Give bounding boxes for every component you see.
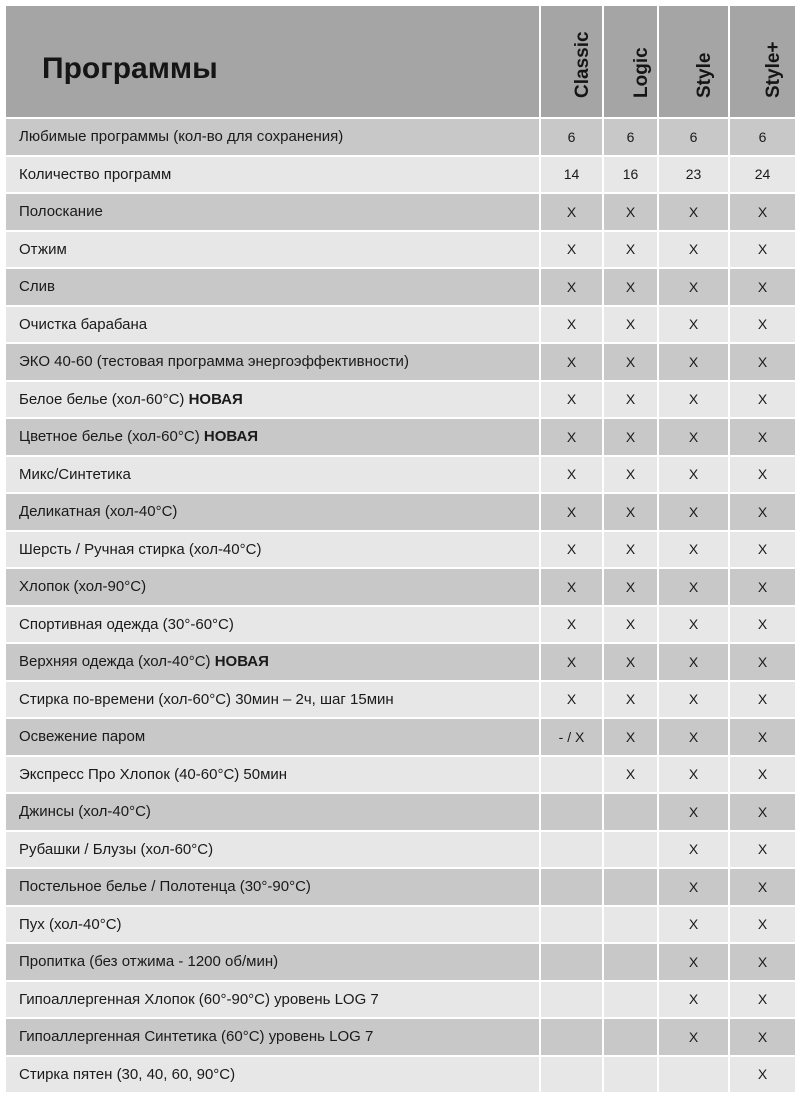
program-name: Деликатная (хол-40°C)	[19, 503, 178, 521]
program-name: Постельное белье / Полотенца (30°-90°C)	[19, 878, 311, 896]
value-cell-style-plus: 6	[729, 118, 796, 156]
value-cell-style: X	[658, 681, 729, 719]
program-name-cell	[5, 1018, 540, 1056]
page-title-cell	[5, 5, 540, 118]
program-name-cell	[5, 268, 540, 306]
program-name: Шерсть / Ручная стирка (хол-40°C)	[19, 540, 262, 558]
value-cell-logic: X	[603, 231, 658, 269]
table-row	[5, 981, 796, 1019]
table-row	[5, 231, 796, 269]
value-cell-style: X	[658, 193, 729, 231]
program-name: Освежение паром	[19, 728, 146, 746]
program-name-cell	[5, 231, 540, 269]
value-cell-logic: X	[603, 756, 658, 794]
new-badge: НОВАЯ	[214, 653, 269, 671]
value-cell-style: X	[658, 606, 729, 644]
column-header-style	[658, 5, 729, 118]
value-cell-style: X	[658, 381, 729, 419]
program-name-cell	[5, 718, 540, 756]
value-cell-style-plus: X	[729, 193, 796, 231]
table-row	[5, 1018, 796, 1056]
program-name-cell	[5, 606, 540, 644]
value-cell-style: X	[658, 268, 729, 306]
value-cell-classic	[540, 793, 603, 831]
column-header-label: Logic	[630, 47, 652, 98]
value-cell-classic: X	[540, 606, 603, 644]
value-cell-style: X	[658, 231, 729, 269]
value-cell-classic: X	[540, 643, 603, 681]
value-cell-style-plus: X	[729, 1056, 796, 1094]
table-row	[5, 118, 796, 156]
program-name: Гипоаллергенная Хлопок (60°-90°C) уровень LOG 7	[19, 990, 379, 1008]
value-cell-style-plus: X	[729, 718, 796, 756]
program-name-cell	[5, 568, 540, 606]
program-name: Любимые программы (кол-во для сохранения)	[19, 128, 344, 146]
value-cell-style: X	[658, 868, 729, 906]
value-cell-style-plus: X	[729, 568, 796, 606]
table-row	[5, 268, 796, 306]
value-cell-style-plus: X	[729, 681, 796, 719]
program-name-cell	[5, 681, 540, 719]
program-name: Стирка пятен (30, 40, 60, 90°C)	[19, 1065, 236, 1083]
value-cell-style: X	[658, 306, 729, 344]
value-cell-logic	[603, 906, 658, 944]
program-name: Количество программ	[19, 165, 172, 183]
value-cell-style: X	[658, 568, 729, 606]
value-cell-style: X	[658, 343, 729, 381]
column-header-logic	[603, 5, 658, 118]
table-row	[5, 193, 796, 231]
value-cell-logic: X	[603, 643, 658, 681]
value-cell-style-plus: X	[729, 493, 796, 531]
program-name: Гипоаллергенная Синтетика (60°C) уровень LOG 7	[19, 1028, 374, 1046]
program-name: ЭКО 40-60 (тестовая программа энергоэффективности)	[19, 353, 409, 371]
new-badge: НОВАЯ	[188, 390, 243, 408]
program-name-cell	[5, 456, 540, 494]
table-row	[5, 831, 796, 869]
program-name-cell	[5, 756, 540, 794]
table-row	[5, 793, 796, 831]
value-cell-logic: 6	[603, 118, 658, 156]
table-row	[5, 418, 796, 456]
value-cell-style-plus: X	[729, 606, 796, 644]
value-cell-logic	[603, 1056, 658, 1094]
value-cell-classic	[540, 868, 603, 906]
program-name: Очистка барабана	[19, 315, 148, 333]
program-name: Стирка по-времени (хол-60°C) 30мин – 2ч, шаг 15мин	[19, 690, 394, 708]
value-cell-style-plus: X	[729, 868, 796, 906]
value-cell-classic: X	[540, 343, 603, 381]
value-cell-classic: X	[540, 681, 603, 719]
table-row	[5, 493, 796, 531]
program-name: Белое белье (хол-60°C)	[19, 390, 189, 408]
value-cell-classic: X	[540, 306, 603, 344]
program-name-cell	[5, 381, 540, 419]
value-cell-style: X	[658, 456, 729, 494]
value-cell-style: X	[658, 718, 729, 756]
value-cell-logic: X	[603, 606, 658, 644]
program-name: Экспресс Про Хлопок (40-60°C) 50мин	[19, 765, 288, 783]
column-header-label: Style+	[762, 41, 784, 98]
value-cell-classic: 6	[540, 118, 603, 156]
value-cell-classic: X	[540, 418, 603, 456]
table-row	[5, 381, 796, 419]
program-name-cell	[5, 531, 540, 569]
value-cell-style: X	[658, 531, 729, 569]
program-name: Спортивная одежда (30°-60°C)	[19, 615, 234, 633]
value-cell-style-plus: X	[729, 381, 796, 419]
value-cell-style: X	[658, 418, 729, 456]
value-cell-style	[658, 1056, 729, 1094]
value-cell-style: 23	[658, 156, 729, 194]
value-cell-logic: 16	[603, 156, 658, 194]
table-row	[5, 756, 796, 794]
value-cell-style: X	[658, 493, 729, 531]
program-name-cell	[5, 868, 540, 906]
table-row	[5, 156, 796, 194]
value-cell-logic: X	[603, 343, 658, 381]
table-row	[5, 868, 796, 906]
table-row	[5, 306, 796, 344]
column-header-classic	[540, 5, 603, 118]
value-cell-style: X	[658, 793, 729, 831]
value-cell-style-plus: X	[729, 643, 796, 681]
value-cell-classic	[540, 1056, 603, 1094]
program-name-cell	[5, 1056, 540, 1094]
column-header-label: Classic	[571, 31, 593, 98]
program-name: Пух (хол-40°C)	[19, 915, 122, 933]
value-cell-logic: X	[603, 531, 658, 569]
value-cell-classic	[540, 981, 603, 1019]
value-cell-style-plus: X	[729, 343, 796, 381]
table-row	[5, 1056, 796, 1094]
value-cell-classic: X	[540, 568, 603, 606]
program-name: Рубашки / Блузы (хол-60°C)	[19, 840, 214, 858]
value-cell-style-plus: X	[729, 418, 796, 456]
value-cell-classic: X	[540, 456, 603, 494]
program-name-cell	[5, 943, 540, 981]
value-cell-style-plus: X	[729, 306, 796, 344]
value-cell-classic: X	[540, 268, 603, 306]
table-row	[5, 718, 796, 756]
program-name-cell	[5, 906, 540, 944]
table-row	[5, 606, 796, 644]
value-cell-style-plus: X	[729, 906, 796, 944]
value-cell-style: X	[658, 906, 729, 944]
value-cell-logic: X	[603, 268, 658, 306]
value-cell-style-plus: X	[729, 831, 796, 869]
value-cell-logic: X	[603, 193, 658, 231]
table-row	[5, 343, 796, 381]
value-cell-style-plus: X	[729, 943, 796, 981]
value-cell-classic: - / X	[540, 718, 603, 756]
program-name-cell	[5, 831, 540, 869]
value-cell-logic	[603, 793, 658, 831]
program-name: Верхняя одежда (хол-40°C)	[19, 653, 215, 671]
header-row	[5, 5, 796, 118]
program-name-cell	[5, 193, 540, 231]
table-header	[5, 5, 796, 118]
program-name: Хлопок (хол-90°C)	[19, 578, 147, 596]
table-row	[5, 906, 796, 944]
page-title: Программы	[42, 51, 218, 85]
value-cell-style-plus: X	[729, 1018, 796, 1056]
program-name-cell	[5, 343, 540, 381]
value-cell-style: X	[658, 1018, 729, 1056]
value-cell-logic: X	[603, 306, 658, 344]
program-name-cell	[5, 793, 540, 831]
value-cell-style: X	[658, 831, 729, 869]
programs-table	[4, 4, 797, 1094]
value-cell-logic: X	[603, 493, 658, 531]
value-cell-classic	[540, 906, 603, 944]
value-cell-logic: X	[603, 418, 658, 456]
value-cell-style: X	[658, 756, 729, 794]
value-cell-style-plus: X	[729, 756, 796, 794]
program-name: Отжим	[19, 240, 67, 258]
value-cell-logic: X	[603, 718, 658, 756]
program-name: Джинсы (хол-40°C)	[19, 803, 151, 821]
value-cell-style: X	[658, 943, 729, 981]
value-cell-logic: X	[603, 456, 658, 494]
value-cell-classic: X	[540, 231, 603, 269]
table-body	[5, 118, 796, 1093]
table-row	[5, 568, 796, 606]
table-row	[5, 681, 796, 719]
program-name: Цветное белье (хол-60°C)	[19, 428, 204, 446]
program-name: Полоскание	[19, 203, 103, 221]
value-cell-logic	[603, 831, 658, 869]
value-cell-classic	[540, 831, 603, 869]
value-cell-logic: X	[603, 381, 658, 419]
table-row	[5, 456, 796, 494]
value-cell-classic: X	[540, 531, 603, 569]
value-cell-classic: X	[540, 381, 603, 419]
program-name-cell	[5, 493, 540, 531]
value-cell-logic	[603, 1018, 658, 1056]
table-row	[5, 943, 796, 981]
value-cell-logic	[603, 943, 658, 981]
value-cell-style-plus: X	[729, 793, 796, 831]
value-cell-style: X	[658, 643, 729, 681]
value-cell-classic: 14	[540, 156, 603, 194]
column-header-label: Style	[693, 52, 715, 98]
value-cell-classic	[540, 1018, 603, 1056]
program-name-cell	[5, 981, 540, 1019]
value-cell-classic: X	[540, 193, 603, 231]
table-row	[5, 531, 796, 569]
value-cell-style-plus: X	[729, 231, 796, 269]
value-cell-classic: X	[540, 493, 603, 531]
value-cell-classic	[540, 756, 603, 794]
program-name-cell	[5, 418, 540, 456]
value-cell-style: 6	[658, 118, 729, 156]
program-name: Слив	[19, 278, 55, 296]
value-cell-style-plus: X	[729, 981, 796, 1019]
value-cell-style: X	[658, 981, 729, 1019]
program-name: Микс/Синтетика	[19, 465, 131, 483]
table-row	[5, 643, 796, 681]
value-cell-classic	[540, 943, 603, 981]
value-cell-style-plus: X	[729, 268, 796, 306]
value-cell-style-plus: X	[729, 456, 796, 494]
column-header-style-plus	[729, 5, 796, 118]
value-cell-style-plus: X	[729, 531, 796, 569]
program-name-cell	[5, 156, 540, 194]
value-cell-logic: X	[603, 681, 658, 719]
value-cell-style-plus: 24	[729, 156, 796, 194]
program-name-cell	[5, 306, 540, 344]
new-badge: НОВАЯ	[203, 428, 259, 446]
program-name-cell	[5, 643, 540, 681]
value-cell-logic: X	[603, 568, 658, 606]
value-cell-logic	[603, 981, 658, 1019]
program-name-cell	[5, 118, 540, 156]
program-name: Пропитка (без отжима - 1200 об/мин)	[19, 953, 279, 971]
value-cell-logic	[603, 868, 658, 906]
